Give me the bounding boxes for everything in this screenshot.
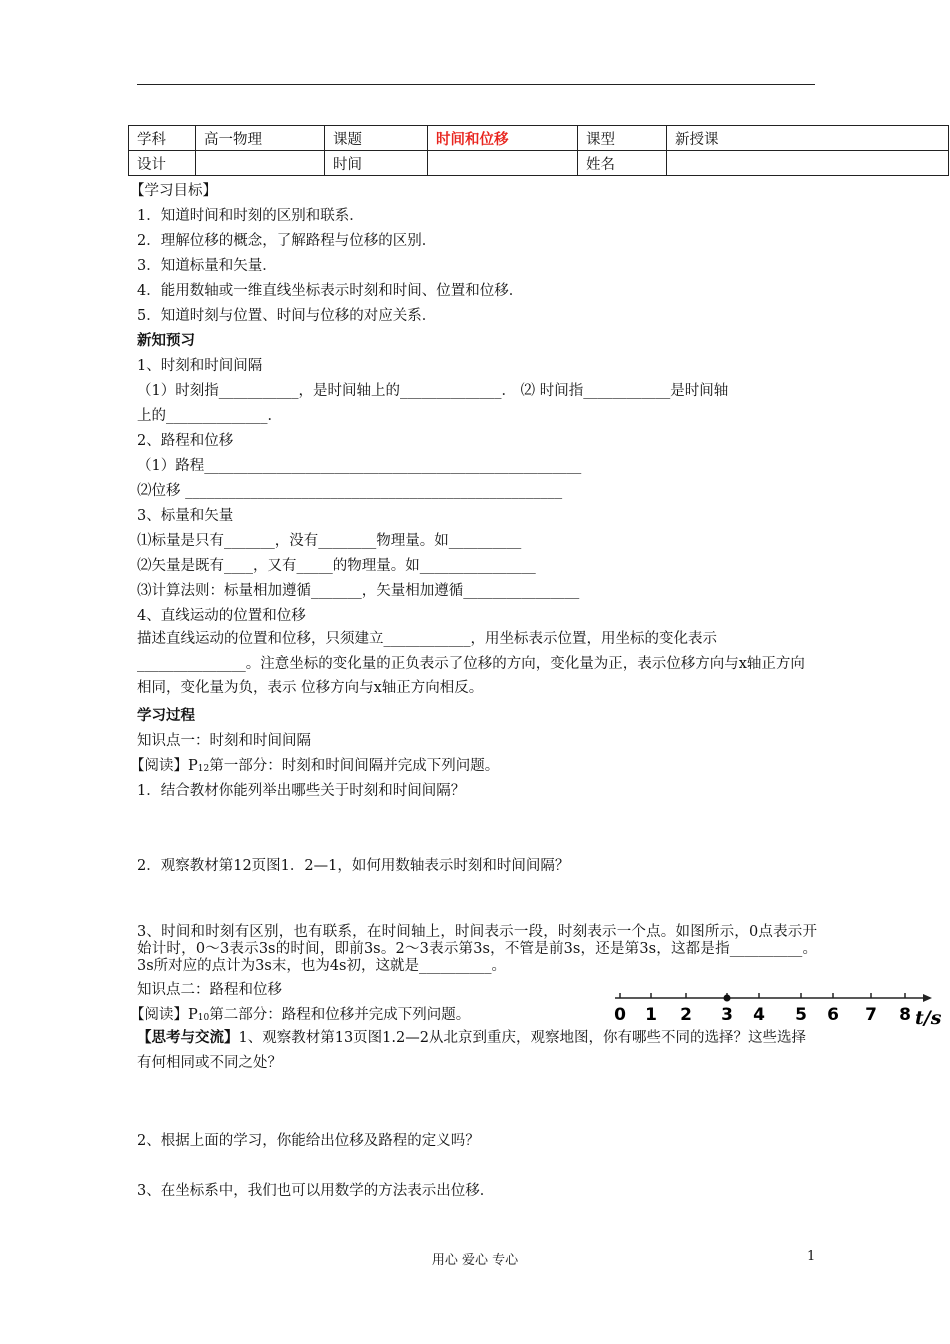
paragraph: 描述直线运动的位置和位移，只须建立____________，用坐标表示位置，用坐标的变化表示_______________。注意坐标的变化量的正负表示了位移的方向，变化量为正，表示位移方向与x轴正方向相同，变化量为负，表示 位移方向与x轴正方向相反。 <box>137 631 805 696</box>
axis-tick-label: 8 <box>899 1005 911 1025</box>
process-heading: 学习过程 <box>137 707 195 724</box>
fill-line: （1）路程____________________________________________________ <box>137 458 582 474</box>
reading-text: 第二部分：路程和位移并完成下列问题。 <box>209 1007 471 1023</box>
name-value <box>667 151 949 176</box>
topic-label: 课题 <box>325 126 428 151</box>
header-row <box>129 151 949 176</box>
axis-tick-label: 6 <box>827 1005 839 1025</box>
think-label: 【思考与交流】 <box>137 1029 239 1046</box>
time-label: 时间 <box>325 151 428 176</box>
question: 3、在坐标系中，我们也可以用数学的方法表示出位移． <box>137 1183 495 1199</box>
question: 2、根据上面的学习，你能给出位移及路程的定义吗？ <box>137 1133 480 1149</box>
fill-line: ⑶计算法则：标量相加遵循_______，矢量相加遵循________________ <box>137 583 580 599</box>
goal-item: 2．理解位移的概念，了解路程与位移的区别． <box>137 233 437 249</box>
section-title: 3、标量和矢量 <box>137 508 234 524</box>
axis-tick-label: 0 <box>614 1005 626 1025</box>
header-row <box>129 126 949 151</box>
reading-instruction-2 <box>130 1003 470 1024</box>
goals-heading: 【学习目标】 <box>130 183 217 199</box>
fill-line: ⑴标量是只有_______，没有________物理量。如__________ <box>137 533 522 549</box>
fill-line: ⑵位移 ____________________________________________________ <box>137 483 563 499</box>
subject-label: 学科 <box>129 126 196 151</box>
fill-line: ⑵矢量是既有____，又有_____的物理量。如________________ <box>137 558 536 574</box>
page-subscript: 12 <box>197 764 210 774</box>
axis-tick-label: 7 <box>865 1005 877 1025</box>
time-value <box>428 151 578 176</box>
section-title: 2、路程和位移 <box>137 433 234 449</box>
subject-value: 高一物理 <box>196 126 325 151</box>
knowledge-point-1: 知识点一：时刻和时间间隔 <box>137 733 311 749</box>
name-label: 姓名 <box>578 151 667 176</box>
question: 1．结合教材你能列举出哪些关于时刻和时间间隔？ <box>137 783 466 799</box>
page-number: 1 <box>807 1249 816 1264</box>
goal-item: 5．知道时刻与位置、时间与位移的对应关系． <box>137 308 437 324</box>
axis-tick-label: 2 <box>680 1005 692 1025</box>
knowledge-point-2: 知识点二：路程和位移 <box>137 982 282 998</box>
designer-label: 设计 <box>129 151 196 176</box>
axis-unit-label: t/s <box>915 1007 942 1028</box>
preview-heading: 新知预习 <box>137 332 195 349</box>
axis-tick-label: 3 <box>721 1005 733 1025</box>
think-paragraph <box>137 1026 817 1075</box>
reading-label: 【阅读】P <box>130 758 198 774</box>
reading-instruction-1 <box>130 754 499 775</box>
topic-value: 时间和位移 <box>428 126 578 151</box>
fill-line: （1）时刻指___________，是时间轴上的______________． ⑵ 时间指____________是时间轴 <box>137 383 729 399</box>
top-rule <box>137 84 815 85</box>
axis-tick-label: 4 <box>753 1005 765 1025</box>
axis-arrow-icon <box>923 994 932 1002</box>
section-title: 1、时刻和时间间隔 <box>137 358 263 374</box>
axis-tick-label: 5 <box>795 1005 807 1025</box>
fill-line: 上的______________． <box>137 408 282 424</box>
goal-item: 3．知道标量和矢量． <box>137 258 277 274</box>
header-table <box>128 125 949 176</box>
footer-text: 用心 爱心 专心 <box>431 1253 519 1268</box>
lesson-type-value: 新授课 <box>667 126 949 151</box>
reading-label: 【阅读】P <box>130 1007 198 1023</box>
section-title: 4、直线运动的位置和位移 <box>137 608 306 624</box>
time-axis-figure <box>605 990 947 1028</box>
axis-tick-label: 1 <box>645 1005 657 1025</box>
page-subscript: 10 <box>197 1013 210 1023</box>
question: 2．观察教材第12页图1．2—1，如何用数轴表示时刻和时间间隔？ <box>137 858 570 874</box>
lesson-type-label: 课型 <box>578 126 667 151</box>
marked-point <box>724 995 731 1002</box>
paragraph: 3、时间和时刻有区别，也有联系，在时间轴上，时间表示一段，时刻表示一个点。如图所示，0点表示开始计时，0～3表示3s的时间，即前3s。2～3表示第3s，不管是前3s，还是第3s，这都是指__________。3s所对应的点计为3s末，也为4s初，这就是__________。 <box>137 924 817 974</box>
think-text: 1、观察教材第13页图1.2—2从北京到重庆，观察地图，你有哪些不同的选择？这些选择有何相同或不同之处？ <box>137 1030 806 1071</box>
goal-item: 4．能用数轴或一维直线坐标表示时刻和时间、位置和位移． <box>137 283 524 299</box>
goal-item: 1．知道时间和时刻的区别和联系． <box>137 208 364 224</box>
reading-text: 第一部分：时刻和时间间隔并完成下列问题。 <box>209 758 500 774</box>
designer-value <box>196 151 325 176</box>
